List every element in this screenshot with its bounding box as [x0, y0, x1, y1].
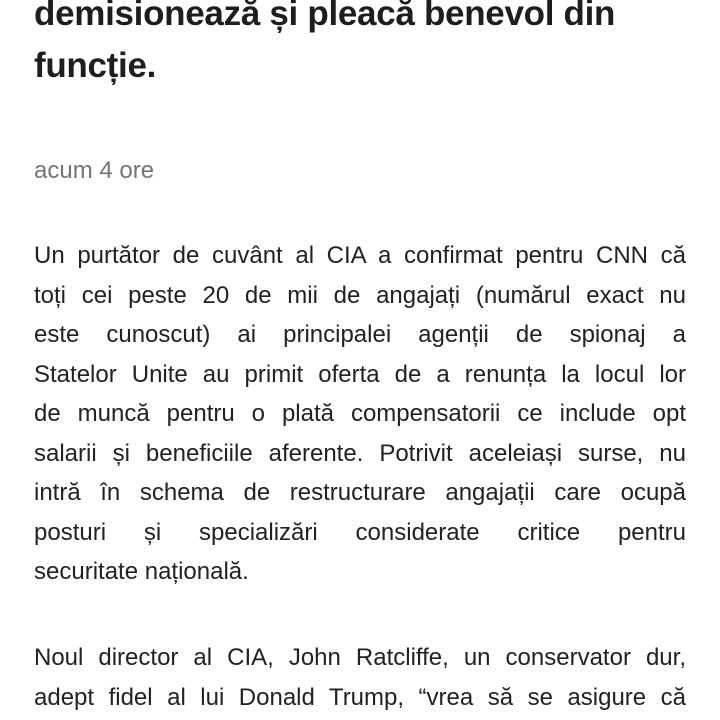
paragraph-line: de muncă pentru o plată compensatorii ce include opt	[34, 400, 686, 427]
article-paragraph	[34, 236, 686, 592]
paragraph-line: Noul director al CIA, John Ratcliffe, un conservator dur,	[34, 644, 686, 671]
paragraph-line: Un purtător de cuvânt al CIA a confirmat pentru CNN că	[34, 242, 686, 269]
paragraph-line: este cunoscut) ai principalei agenții de spionaj a	[34, 321, 686, 348]
paragraph-line: posturi și specializări considerate critice pentru	[34, 518, 686, 546]
paragraph-line: intră în schema de restructurare angajații care ocupă	[34, 479, 686, 506]
headline-line: funcție.	[34, 46, 157, 85]
paragraph-line: Statelor Unite au primit oferta de a renunța la locul lor	[34, 360, 686, 388]
headline-line: demisionează și pleacă benevol din	[34, 0, 616, 33]
paragraph-line: adept fidel al lui Donald Trump, “vrea să se asigure că	[34, 683, 686, 711]
article-headline	[34, 0, 694, 92]
article-timestamp: acum 4 ore	[34, 157, 155, 184]
paragraph-line: salarii și beneficiile aferente. Potrivit aceleiași surse, nu	[34, 439, 686, 467]
paragraph-line: toți cei peste 20 de mii de angajați (numărul exact nu	[34, 281, 686, 309]
paragraph-line: securitate națională.	[34, 558, 249, 585]
article-paragraph	[34, 638, 686, 717]
